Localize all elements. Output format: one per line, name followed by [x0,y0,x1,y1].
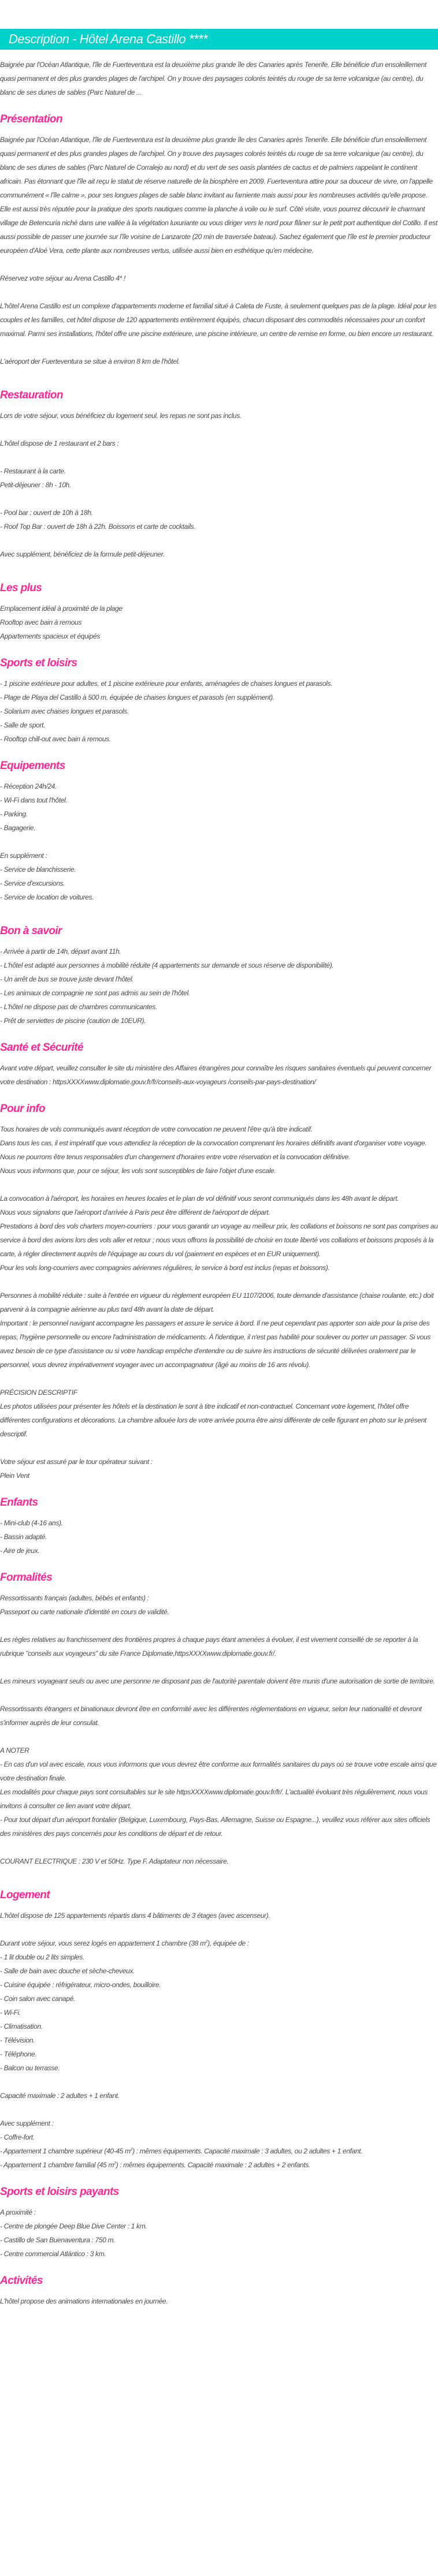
info-line: Nous vous signalons que l'aéroport d'arrivée à Paris peut être différent de l'aéroport de départ. [0,1208,270,1216]
list-item: - Service de location de voitures. [0,893,94,901]
supplement-label: Avec supplément : [0,2119,54,2127]
section-title-enfants: Enfants [0,1496,38,1509]
section-sports-payants [0,2185,438,2261]
list-item: - Cuisine équipée : réfrigérateur, micro-ondes, bouilloire. [0,1981,161,1989]
list-item: - Parking. [0,810,28,818]
list-item: - Appartement 1 chambre supérieur (40-45 $m^2$) : mêmes équipements. Capacité maximale : 3 adultes, ou 2 adultes + 1 enfant. [0,2147,363,2155]
info-line: Nous vous informons que, pour ce séjour, les vols sont susceptibles de faire l'objet d'une escale. [0,1167,276,1175]
section-title-logement: Logement [0,1889,50,1901]
restauration-paragraph: Avec supplément, bénéficiez de la formule petit-déjeuner. [0,550,165,558]
formalites-line: Ressortissants français (adultes, bébés et enfants) : [0,1594,149,1602]
section-title-restauration: Restauration [0,389,63,401]
formalites-line: - En cas d'un vol avec escale, nous vous informons que vous devrez être conforme aux formalités sanitaires du pays où se trouve votre escale ainsi que votre destination finale. [0,1760,437,1782]
list-item: - Salle de bain avec douche et sèche-cheveux. [0,1967,135,1975]
list-item: - Service d'excursions. [0,879,65,887]
section-title-bon-a-savoir: Bon à savoir [0,925,62,937]
list-item: - Restaurant à la carte. [0,467,66,475]
list-item: - 1 lit double ou 2 lits simples. [0,1953,84,1961]
list-item: - Télévision. [0,2036,35,2044]
list-item: - Aire de jeux. [0,1547,40,1555]
section-title-equipements: Equipements [0,760,65,772]
list-item: - Salle de sport. [0,721,46,729]
tour-operator-name: Plein Vent [0,1472,29,1480]
list-item: - Bagagerie. [0,824,36,832]
list-item: - Balcon ou terrasse. [0,2064,60,2072]
list-item: - Castillo de San Buenaventura : 750 m. [0,2236,116,2244]
content [0,58,438,2308]
intro-text: Baignée par l'Océan Atlantique, l'île de Fuerteventura est la deuxième plus grande île des Canaries après Tenerife. Elle bénéficie d'un ensoleillement quasi permanent et des plus grandes plages de l'archipel. On y trouve des paysages colorés teintés du rouge de sa terre volcanique (au centre), du blanc de ses dunes de sables (Parc Naturel de ... [0,61,426,96]
list-item: - Coin salon avec canapé. [0,1995,76,2003]
list-item: - Plage de Playa del Castillo à 500 m, équipée de chaises longues et parasols (en supplément). [0,693,274,701]
section-title-les-plus: Les plus [0,582,42,594]
capacity-text: Capacité maximale : 2 adultes + 1 enfant. [0,2092,120,2100]
section-logement [0,1888,438,2172]
info-line: Prestations à bord des vols charters moyen-courriers : pour vous garantir un voyage au meilleur prix, les collations et boissons ne sont pas comprises au service à bord des avions lors des vols aller et retour ; nous vous offrons la possibilité de choisir en toute liberté vos collations et boissons proposés à la carte, à régler directement auprès de l'équipage au cours du vol (paiement en espèces et en EUR uniquement). [0,1222,438,1258]
formalites-line: Ressortissants étrangers et binationaux devront être en conformité avec les différentes réglementations en vigueur, selon leur nationalité et devront s'informer auprès de leur consulat. [0,1705,422,1727]
info-line: Votre séjour est assuré par le tour opérateur suivant : [0,1458,153,1466]
section-les-plus [0,581,438,643]
section-title-sports: Sports et loisirs [0,657,77,669]
section-title-pour-info: Pour info [0,1103,45,1115]
list-item: - Climatisation. [0,2022,43,2030]
section-title-presentation: Présentation [0,113,62,125]
section-sports [0,656,438,746]
list-item: - L'hôtel est adapté aux personnes à mobilité réduite (4 appartements sur demande et sous réserve de disponibilité). [0,961,334,969]
info-line: Personnes à mobilité réduite : suite à l'entrée en vigueur du règlement européen EU 1107/2006, toute demande d'assistance (chaise roulante, etc.) doit parvenir à la compagnie aérienne au plus tard 48h avant la date de départ. [0,1291,434,1313]
restauration-paragraph: L'hôtel dispose de 1 restaurant et 2 bars : [0,439,119,447]
list-item: - Prêt de serviettes de piscine (caution de 10EUR). [0,1017,146,1025]
list-item: - Centre commercial Atlántico : 3 km. [0,2250,106,2258]
presentation-paragraph: Réservez votre séjour au Arena Castillo 4* ! [0,274,125,282]
presentation-paragraph: L'hôtel Arena Castillo est un complexe d'appartements moderne et familial situé à Caleta de Fuste, à seulement quelques pas de la plage. Idéal pour les couples et les familles, cet hôtel dispose de 120 appartements entièrement équipés, chacun disposant des commodités nécessaires pour un confort maximal. Parmi ses installations, l'hôtel offre une piscine extérieure, une piscine intérieure, un centre de remise en forme, ou bien encore un restaurant. [0,302,437,338]
formalites-line: Les modalités pour chaque pays sont consultables sur le site httpsXXXXwww.diplomatie.gouv.fr/fr/. L'actualité évoluant très régulièrement, nous vous invitons à consulter ce lien avant votre départ. [0,1788,428,1810]
section-enfants [0,1495,438,1558]
list-item: - Service de blanchisserie. [0,865,76,873]
list-item: - Appartement 1 chambre familial (45 $m^2$) : mêmes équipements. Capacité maximale : 2 adultes + 2 enfants. [0,2161,310,2169]
list-item: Rooftop avec bain à remous [0,618,81,626]
list-item: - Wi-Fi. [0,2008,21,2017]
list-item: - Coffre-fort. [0,2133,35,2141]
section-bon-a-savoir [0,924,438,1028]
section-equipements [0,759,438,904]
formalites-line: Passeport ou carte nationale d'identité en cours de validité. [0,1608,169,1616]
info-line: Nous ne pourrons être tenus responsables d'un changement d'horaires entre votre réservation et la convocation définitive. [0,1153,350,1161]
list-item: Petit-déjeuner : 8h - 10h. [0,481,71,489]
section-restauration [0,388,438,561]
list-item: - Mini-club (4-16 ans). [0,1519,63,1527]
list-item: - Pool bar : ouvert de 10h à 18h. [0,509,93,517]
formalites-line: COURANT ELECTRIQUE : 230 V et 50Hz. Type F. Adaptateur non nécessaire. [0,1857,229,1865]
section-title-sports-payants: Sports et loisirs payants [0,2186,119,2198]
page-title: Description - Hôtel Arena Castillo **** [9,32,208,46]
info-line: PRÉCISION DESCRIPTIF [0,1388,77,1397]
title-bar [0,29,438,50]
info-line: Tous horaires de vols communiqués avant réception de votre convocation ne peuvent l'être qu'à titre indicatif. [0,1125,313,1133]
supplement-label: En supplément : [0,852,47,860]
list-item: - L'hôtel ne dispose pas de chambres communicantes. [0,1003,157,1011]
section-title-formalites: Formalités [0,1571,53,1584]
list-item: - Roof Top Bar : ouvert de 18h à 22h. Boissons et carte de cocktails. [0,522,196,531]
section-presentation [0,112,438,368]
list-item: - Centre de plongée Deep Blue Dive Center : 1 km. [0,2222,147,2230]
restauration-paragraph: Lors de votre séjour, vous bénéficiez du logement seul, les repas ne sont pas inclus. [0,412,242,420]
info-line: Important : le personnel navigant accompagne les passagers et assure le service à bord. Il ne peut cependant pas apporter son aide pour la prise des repas, l'hygiène personnelle ou encore l'administration de médicaments. À l'identique, il n'est pas habilité pour soulever ou porter un passager. Si vous avez besoin de ce type d'assistance ou si votre handicap empêche d'entendre ou de suivre les instructions de sécurité délivrées oralement par le personnel, vous devrez impérativement voyager avec un accompagnateur (âgé au moins de 16 ans révolu). [0,1319,430,1369]
list-item: - Téléphone. [0,2050,37,2058]
list-item: - Solarium avec chaises longues et parasols. [0,707,129,715]
section-formalites [0,1570,438,1868]
list-item: - Un arrêt de bus se trouve juste devant l'hôtel. [0,975,134,983]
proximity-label: A proximité : [0,2208,36,2216]
section-pour-info [0,1102,438,1483]
section-title-sante: Santé et Sécurité [0,1041,83,1054]
section-sante [0,1040,438,1089]
section-title-activites: Activités [0,2275,43,2287]
list-item: Emplacement idéal à proximité de la plage [0,604,123,613]
list-item: - Arrivée à partir de 14h, départ avant 11h. [0,947,121,955]
formalites-line: Les règles relatives au franchissement des frontières propres à chaque pays étant amenées à évoluer, il est vivement conseillé de se reporter à la rubrique "conseils aux voyageurs" du site France Diplomatie,httpsXXXXwww.diplomatie.gouv.fr/. [0,1636,418,1657]
info-line: Pour les vols long-courriers avec compagnies aériennes régulières, le service à bord est inclus (repas et boissons). [0,1264,330,1272]
activites-paragraph: L'hôtel propose des animations internationales en journée. [0,2297,168,2305]
list-item: - Wi-Fi dans tout l'hôtel. [0,796,68,804]
section-activites [0,2273,438,2308]
formalites-line: Les mineurs voyageant seuls ou avec une personne ne disposant pas de l'autorité parentale doivent être munis d'une autorisation de sortie de territoire. [0,1677,435,1685]
formalites-line: A NOTER [0,1746,29,1754]
logement-intro: Durant votre séjour, vous serez logés en appartement 1 chambre (38 $m^2$), équipée de : [0,1939,249,1947]
sante-paragraph: Avant votre départ, veuillez consulter le site du ministère des Affaires étrangères pour connaître les risques sanitaires éventuels qui peuvent concerner votre destination : httpsXXXXwww.diplomatie.gouv.fr/fr/conseils-aux-voyageurs /conseils-par-pays-destination/ [0,1064,432,1086]
presentation-paragraph: L'aéroport der Fuerteventura se situe à environ 8 km de l'hôtel. [0,357,180,365]
list-item: - 1 piscine extérieure pour adultes, et 1 piscine extérieure pour enfants, aménagées de chaises longues et parasols. [0,680,333,688]
info-line: Dans tous les cas, il est impératif que vous attendiez la réception de la convocation comprenant les horaires définitifs avant d'organiser votre voyage. [0,1139,427,1147]
formalites-line: - Pour tout départ d'un aéroport frontalier (Belgique, Luxembourg, Pays-Bas, Allemagne, Suisse ou Espagne...), veuillez vous référer aux sites officiels des ministères des pays concernés pour les conditions de départ et de retour. [0,1816,430,1838]
list-item: Appartements spacieux et équipés [0,632,100,640]
logement-paragraph: L'hôtel dispose de 125 appartements répartis dans 4 bâtiments de 3 étages (avec ascenseur). [0,1912,270,1920]
list-item: - Réception 24h/24. [0,782,57,790]
info-line: La convocation à l'aéroport, les horaires en heures locales et le plan de vol définitif vous seront communiqués dans les 48h avant le départ. [0,1194,399,1203]
list-item: - Bassin adapté. [0,1533,47,1541]
list-item: - Rooftop chill-out avec bain à remous. [0,735,111,743]
presentation-paragraph: Baignée par l'Océan Atlantique, l'île de Fuerteventura est la deuxième plus grande île des Canaries après Tenerife. Elle bénéficie d'un ensoleillement quasi permanent et des plus grandes plages de l'archipel. On y trouve des paysages colorés teintés du rouge de sa terre volcanique (au centre), du blanc de ses dunes de sables (Parc Naturel de Corralejo au nord) et du vert de ses oasis plantées de cactus et de palmiers rappelant le continent africain. Pas étonnant que l'île ait reçu le statut de réserve naturelle de la biosphère en 2009. Fuerteventura attire pour sa douceur de vivre, on l'appelle communément « l'île calme », pour ses longues plages de sable blanc invitant au farniente mais aussi pour les nombreuses activités qu'elle propose. Elle est aussi très réputée pour la pratique des sports nautiques comme la planche à voile ou le surf. Côté visite, vous pourrez découvrir le charmant village de Betencuria niché dans une vallée à la végétation luxuriante ou vous diriger vers le nord pour flâner sur le petit port authentique del Cotillo. Il est aussi possible de passer une journée sur l'île voisine de Lanzarote (20 min de traversée bateau). Sachez également que l'île est le premier producteur européen d'Aloé Vera, cette plante aux nombreuses vertus, utilisée aussi bien en esthétique qu'en médecine. [0,136,437,255]
list-item: - Les animaux de compagnie ne sont pas admis au sein de l'hôtel. [0,989,190,997]
info-line: Les photos utilisées pour présenter les hôtels et la destination le sont à titre indicatif et non-contractuel. Concernant votre logement, l'hôtel offre différentes configurations et décorations. La chambre allouée lors de votre arrivée pourra être ainsi différente de celle figurant en photo sur le présent descriptif. [0,1402,426,1438]
